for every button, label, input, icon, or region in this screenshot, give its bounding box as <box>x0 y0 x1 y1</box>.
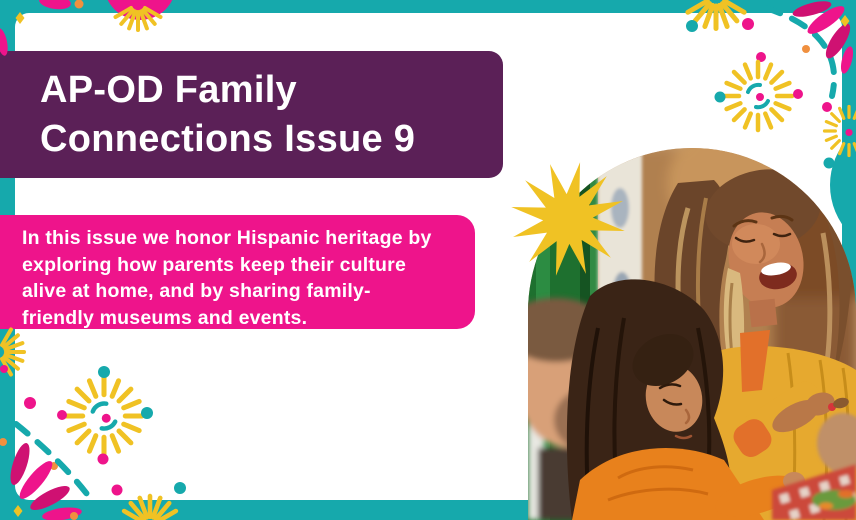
family-photo-illustration <box>528 148 856 520</box>
family-photo <box>528 148 856 520</box>
intro-banner <box>0 215 475 329</box>
page-title-line-2: Connections Issue 9 <box>40 118 416 160</box>
intro-line-1: In this issue we honor Hispanic heritage by <box>22 227 432 249</box>
intro-line-2: exploring how parents keep their culture <box>22 253 406 276</box>
intro-line-4: friendly museums and events. <box>22 306 308 329</box>
intro-line-3: alive at home, and by sharing family- <box>22 280 371 302</box>
title-banner <box>0 51 503 178</box>
page-title-line-1: AP-OD Family <box>40 69 297 111</box>
